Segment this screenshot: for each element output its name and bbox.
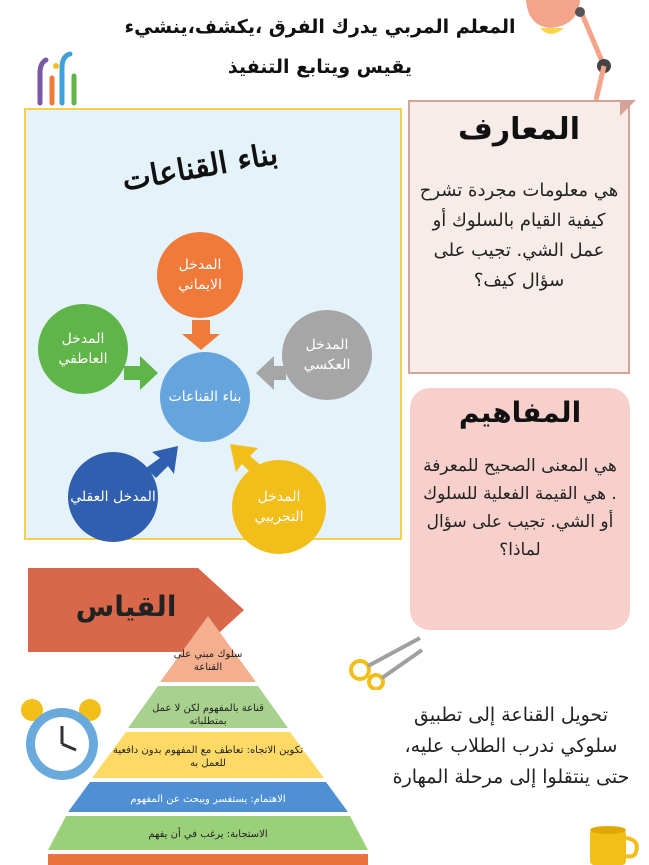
header-subtitle: يقيس ويتابع التنفيذ [227,56,413,78]
mug-icon [586,822,642,865]
concepts-title: المفاهيم [458,396,582,429]
arrow-left [124,356,158,390]
pyramid-label-1: سلوك مبني على القناعة [173,649,243,673]
measurement-title: القياس [75,590,177,623]
header-title: المعلم المربي يدرك الفرق ،يكشف،ينشيء [124,16,516,38]
belief-input-bottom-right: المدخل التجريبي [232,460,326,554]
pyramid-label-3: تكوين الاتجاه: تعاطف مع المفهوم بدون دافعية للعمل به [112,745,303,769]
belief-center-circle: بناء القناعات [160,352,250,442]
belief-input-top: المدخل الايماني [157,232,243,318]
belief-input-bottom-left: المدخل العقلي [68,452,158,542]
pyramid-label-2: قناعة بالمفهوم لكن لا عمل بمتطلباته [152,703,264,727]
belief-panel-title: بناء القناعات [119,136,281,199]
arrow-top [182,320,220,350]
belief-input-right: المدخل العكسي [282,310,372,400]
knowledge-text: هي معلومات مجردة تشرح كيفية القيام بالسلوك أو عمل الشي. تجيب على سؤال كيف؟ [419,180,619,291]
belief-input-left: المدخل العاطفي [38,304,128,394]
application-text: تحويل القناعة إلى تطبيق سلوكي ندرب الطلاب عليه، حتى ينتقلوا إلى مرحلة المهارة [392,704,630,788]
pyramid-base [48,854,368,865]
logo-icon [30,48,86,108]
pyramid-label-5: الاستجابة: يرغب في أن يفهم [148,829,268,840]
desk-lamp-icon [520,0,649,100]
knowledge-title: المعارف [458,112,580,147]
pyramid-label-4: الاهتمام: يستفسر ويبحث عن المفهوم [130,794,286,805]
concepts-text: هي المعنى الصحيح للمعرفة . هي القيمة الفعلية للسلوك أو الشي. تجيب على سؤال لماذا؟ [423,456,617,560]
